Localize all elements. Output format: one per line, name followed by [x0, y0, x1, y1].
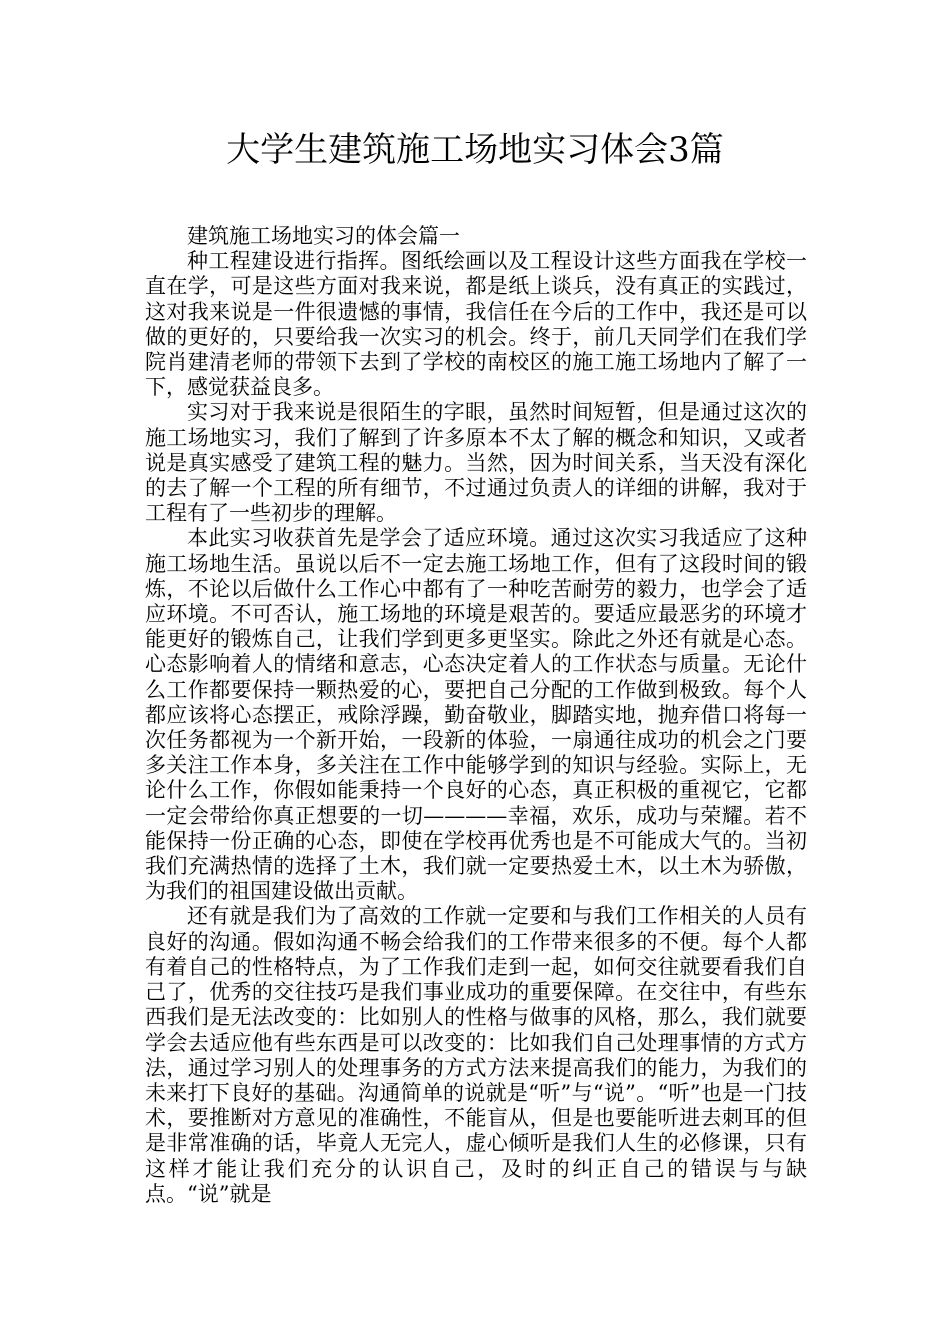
- paragraph: 本此实习收获首先是学会了适应环境。通过这次实习我适应了这种施工场地生活。虽说以后不一定去施工场地工作，但有了这段时间的锻炼，不论以后做什么工作心中都有了一种吃苦耐劳的毅力，也学会了适应环境。不可否认，施工场地的环境是艰苦的。要适应最恶劣的环境才能更好的锻炼自己，让我们学到更多更坚实。除此之外还有就是心态。心态影响着人的情绪和意志，心态决定着人的工作状态与质量。无论什么工作都要保持一颗热爱的心，要把自己分配的工作做到极致。每个人都应该将心态摆正，戒除浮躁，勤奋敬业，脚踏实地，抛弃借口将每一次任务都视为一个新开始，一段新的体验，一扇通往成功的机会之门要多关注工作本身，多关注在工作中能够学到的知识与经验。实际上，无论什么工作，你假如能秉持一个良好的心态，真正积极的重视它，它都一定会带给你真正想要的一切————幸福，欢乐，成功与荣耀。若不能保持一份正确的心态，即使在学校再优秀也是不可能成大气的。当初我们充满热情的选择了土木，我们就一定要热爱土木，以土木为骄傲，为我们的祖国建设做出贡献。: [145, 526, 807, 904]
- paragraph: 种工程建设进行指挥。图纸绘画以及工程设计这些方面我在学校一直在学，可是这些方面对我来说，都是纸上谈兵，没有真正的实践过，这对我来说是一件很遗憾的事情，我信任在今后的工作中，我还是可以做的更好的，只要给我一次实习的机会。终于，前几天同学们在我们学院肖建清老师的带领下去到了学校的南校区的施工施工场地内了解了一下，感觉获益良多。: [145, 249, 807, 400]
- paragraph: 实习对于我来说是很陌生的字眼，虽然时间短暂，但是通过这次的施工场地实习，我们了解到了许多原本不太了解的概念和知识，又或者说是真实感受了建筑工程的魅力。当然，因为时间关系，当天没有深化的去了解一个工程的所有细节，不过通过负责人的详细的讲解，我对于工程有了一些初步的理解。: [145, 400, 807, 526]
- section-heading: 建筑施工场地实习的体会篇一: [187, 224, 460, 248]
- paragraph: 还有就是我们为了高效的工作就一定要和与我们工作相关的人员有良好的沟通。假如沟通不畅会给我们的工作带来很多的不便。每个人都有着自己的性格特点，为了工作我们走到一起，如何交往就要看我们自己了，优秀的交往技巧是我们事业成功的重要保障。在交往中，有些东西我们是无法改变的：比如别人的性格与做事的风格，那么，我们就要学会去适应他有些东西是可以改变的：比如我们自己处理事情的方式方法，通过学习别人的处理事务的方式方法来提高我们的能力，为我们的未来打下良好的基础。沟通简单的说就是“听”与“说”。“听”也是一门技术，要推断对方意见的准确性，不能盲从，但是也要能听进去刺耳的但是非常准确的话，毕竟人无完人，虚心倾听是我们人生的必修课，只有这样才能让我们充分的认识自己，及时的纠正自己的错误与与缺点。“说”就是: [145, 904, 807, 1206]
- document-title: 大学生建筑施工场地实习体会3篇: [226, 130, 724, 170]
- document-body: [145, 224, 807, 1207]
